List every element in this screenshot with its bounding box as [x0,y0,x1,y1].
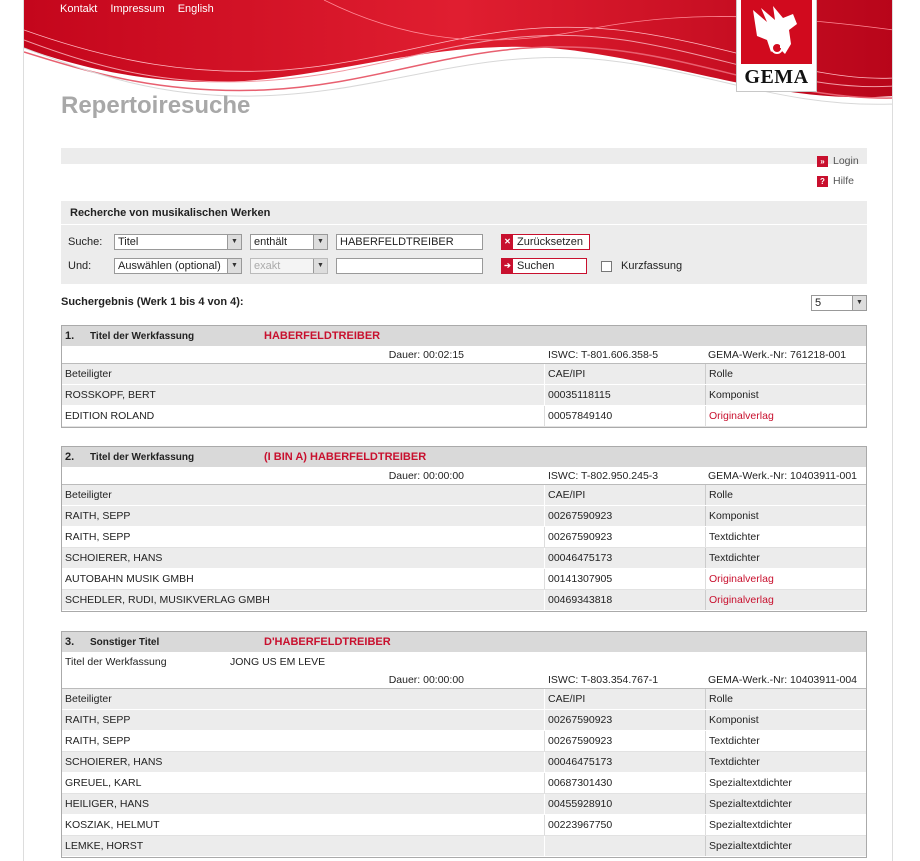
col-ipi-header: CAE/IPI [545,364,706,384]
cae-ipi-number: 00267590923 [545,506,706,526]
work-title-label: Titel der Werkfassung [90,330,195,342]
work-extra-row [62,653,866,672]
iswc: ISWC: T-803.354.767-1 [548,674,659,686]
field-select-1[interactable]: Titel ▼ [114,234,242,250]
cae-ipi-number: 00141307905 [545,569,706,589]
and-label: Und: [68,260,92,272]
participant-role: Komponist [709,510,759,522]
arrow-icon: » [817,156,828,167]
column-header-row [62,364,866,385]
table-row [62,836,866,857]
work-meta-row [62,468,866,485]
col-ipi-header: CAE/IPI [545,689,706,709]
participant-name: SCHOIERER, HANS [62,548,545,568]
participant-role: Spezialtextdichter [709,798,792,810]
logo-emblem [741,0,812,64]
field-select-2[interactable]: Auswählen (optional) ▼ [114,258,242,274]
header [24,0,892,138]
cae-ipi-number: 00046475173 [545,548,706,568]
cae-ipi-number: 00687301430 [545,773,706,793]
col-participant-header: Beteiligter [62,485,545,505]
work-title-row [62,632,866,653]
search-row-2 [61,256,682,276]
cae-ipi-number: 00035118115 [545,385,706,405]
cae-ipi-number: 00223967750 [545,815,706,835]
work-title[interactable]: (I BIN A) HABERFELDTREIBER [264,451,427,463]
participant-name: SCHOIERER, HANS [62,752,545,772]
participant-role: Textdichter [709,531,760,543]
participant-role: Spezialtextdichter [709,819,792,831]
participant-role[interactable]: Originalverlag [709,573,774,585]
pegasus-icon [741,0,812,64]
help-link[interactable] [817,171,859,191]
cae-ipi-number: 00057849140 [545,406,706,426]
cae-ipi-number: 00469343818 [545,590,706,610]
work-title-row [62,447,866,468]
participant-name: ROSSKOPF, BERT [62,385,545,405]
table-row [62,527,866,548]
close-icon: ✕ [502,235,513,249]
search-input-2[interactable] [336,258,483,274]
chevron-down-icon: ▼ [313,235,327,249]
col-role-header: Rolle [709,489,733,501]
results-heading: Suchergebnis (Werk 1 bis 4 von 4): [61,296,244,308]
page-title: Repertoiresuche [61,92,251,119]
work-number-gema: GEMA-Werk.-Nr: 761218-001 [708,349,847,361]
column-header-row [62,689,866,710]
work-title-label: Titel der Werkfassung [90,451,195,463]
work-extra-label: Titel der Werkfassung [65,656,167,668]
operator-select-1[interactable]: enthält ▼ [250,234,328,250]
login-label: Login [833,155,859,167]
duration: Dauer: 00:00:00 [388,674,464,686]
participant-role[interactable]: Originalverlag [709,594,774,606]
participant-name: AUTOBAHN MUSIK GMBH [62,569,545,589]
work-title[interactable]: HABERFELDTREIBER [264,330,381,342]
work-meta-row [62,672,866,689]
search-label: Suche: [68,236,103,248]
login-link[interactable] [817,151,859,171]
iswc: ISWC: T-801.606.358-5 [548,349,659,361]
participant-name: EDITION ROLAND [62,406,545,426]
iswc: ISWC: T-802.950.245-3 [548,470,659,482]
col-role-header: Rolle [709,693,733,705]
short-version-label: Kurzfassung [621,260,683,272]
table-row [62,569,866,590]
work-block [61,631,867,858]
table-row [62,773,866,794]
table-row [62,815,866,836]
search-input-1[interactable]: HABERFELDTREIBER [336,234,483,250]
work-block [61,325,867,428]
nav-impressum-link[interactable]: Impressum [110,3,165,15]
short-version-checkbox[interactable] [601,261,612,272]
search-row-1 [61,232,590,252]
side-links [817,151,859,191]
participant-name: GREUEL, KARL [62,773,545,793]
col-participant-header: Beteiligter [62,689,545,709]
chevron-down-icon: ▼ [313,259,327,273]
search-panel [61,201,867,284]
work-number-gema: GEMA-Werk.-Nr: 10403911-004 [708,674,858,686]
cae-ipi-number: 00267590923 [545,710,706,730]
participant-role: Komponist [709,389,759,401]
page [23,0,893,861]
work-title-label: Sonstiger Titel [90,636,160,648]
duration: Dauer: 00:02:15 [388,349,464,361]
table-row [62,590,866,611]
nav-english-link[interactable]: English [177,3,214,15]
table-row [62,752,866,773]
work-extra-value: JONG US EM LEVE [230,656,326,668]
cae-ipi-number: 00455928910 [545,794,706,814]
work-number: 1. [65,330,75,342]
column-header-row [62,485,866,506]
work-meta-row [62,347,866,364]
col-role-header: Rolle [709,368,733,380]
participant-name: RAITH, SEPP [62,527,545,547]
table-row [62,406,866,427]
chevron-down-icon: ▼ [227,235,241,249]
work-number-gema: GEMA-Werk.-Nr: 10403911-001 [708,470,858,482]
participant-name: HEILIGER, HANS [62,794,545,814]
participant-name: RAITH, SEPP [62,731,545,751]
cae-ipi-number [545,836,706,856]
participant-role: Spezialtextdichter [709,777,792,789]
participant-role: Spezialtextdichter [709,840,792,852]
question-icon: ? [817,176,828,187]
participant-role: Textdichter [709,756,760,768]
chevron-down-icon: ▼ [227,259,241,273]
participant-name: RAITH, SEPP [62,506,545,526]
cae-ipi-number: 00046475173 [545,752,706,772]
per-page-select[interactable]: 5 ▼ [811,295,867,311]
nav-kontakt-link[interactable]: Kontakt [60,3,98,15]
help-label: Hilfe [833,175,855,187]
search-heading: Recherche von musikalischen Werken [61,201,867,225]
work-number: 2. [65,451,75,463]
operator-select-2: exakt ▼ [250,258,328,274]
cae-ipi-number: 00267590923 [545,731,706,751]
participant-role: Textdichter [709,552,760,564]
logo-text: GEMA [744,66,809,88]
gema-logo[interactable] [736,0,817,92]
table-row [62,385,866,406]
work-number: 3. [65,636,75,648]
col-ipi-header: CAE/IPI [545,485,706,505]
table-row [62,710,866,731]
work-title[interactable]: D'HABERFELDTREIBER [264,636,391,648]
top-nav [60,3,214,15]
arrow-right-icon: ➔ [502,259,513,273]
duration: Dauer: 00:00:00 [388,470,464,482]
participant-role: Komponist [709,714,759,726]
reset-button[interactable]: ✕ Zurücksetzen [501,234,590,250]
col-participant-header: Beteiligter [62,364,545,384]
participant-name: LEMKE, HORST [62,836,545,856]
participant-name: SCHEDLER, RUDI, MUSIKVERLAG GMBH [62,590,545,610]
participant-name: KOSZIAK, HELMUT [62,815,545,835]
toolbar-strip [61,148,867,164]
table-row [62,506,866,527]
search-button[interactable]: ➔ Suchen [501,258,587,274]
chevron-down-icon: ▼ [852,296,866,310]
work-title-row [62,326,866,347]
table-row [62,731,866,752]
table-row [62,548,866,569]
work-block [61,446,867,612]
cae-ipi-number: 00267590923 [545,527,706,547]
table-row [62,794,866,815]
participant-name: RAITH, SEPP [62,710,545,730]
participant-role: Textdichter [709,735,760,747]
participant-role[interactable]: Originalverlag [709,410,774,422]
